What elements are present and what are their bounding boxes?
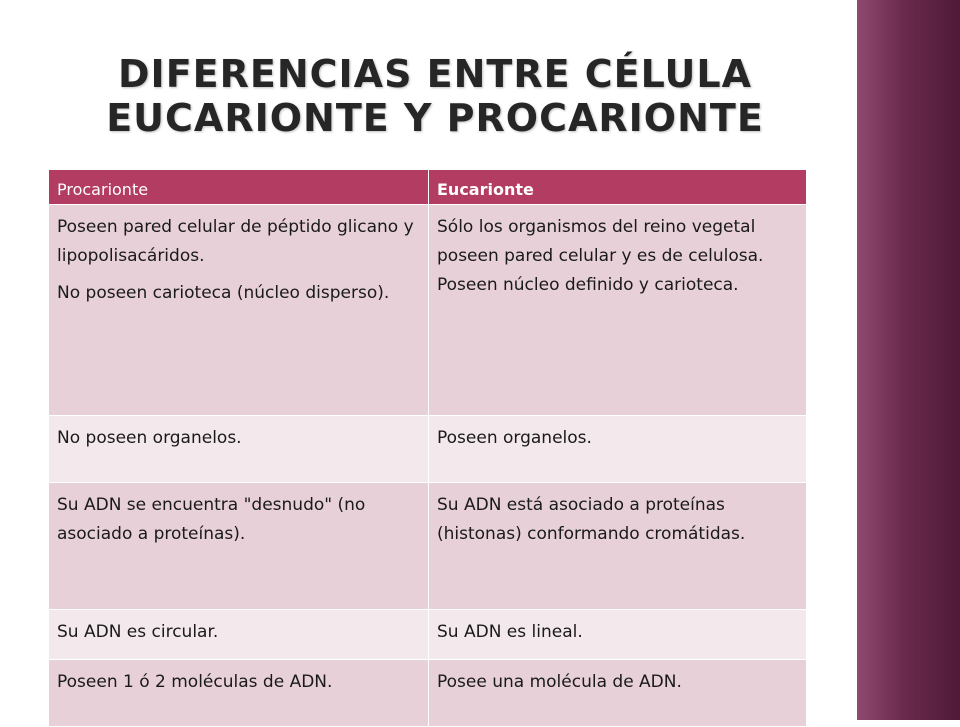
cell-text: Poseen núcleo definido y carioteca.: [437, 275, 739, 295]
cell-eucarionte: Su ADN es lineal.: [429, 610, 807, 660]
cell-eucarionte: Su ADN está asociado a proteínas (histonas) conformando cromátidas.: [429, 483, 807, 610]
cell-eucarionte: [429, 205, 807, 416]
cell-procarionte: Poseen 1 ó 2 moléculas de ADN.: [49, 660, 429, 727]
cell-procarionte: No poseen organelos.: [49, 416, 429, 483]
cell-eucarionte: Posee una molécula de ADN.: [429, 660, 807, 727]
title-line-1: DIFERENCIAS ENTRE CÉLULA: [118, 52, 752, 96]
cell-procarionte: Su ADN es circular.: [49, 610, 429, 660]
cell-text: Poseen pared celular de péptido glicano y lipopolisacáridos.: [57, 217, 414, 266]
table-row: [49, 205, 807, 416]
comparison-table: [48, 169, 807, 727]
table-row: [49, 416, 807, 483]
table-row: [49, 610, 807, 660]
header-eucarionte: Eucarionte: [429, 170, 807, 205]
title-line-2: EUCARIONTE Y PROCARIONTE: [106, 96, 764, 140]
cell-eucarionte: Poseen organelos.: [429, 416, 807, 483]
cell-text: No poseen carioteca (núcleo disperso).: [57, 283, 390, 303]
cell-text: Sólo los organismos del reino vegetal poseen pared celular y es de celulosa.: [437, 217, 764, 266]
table-row: [49, 660, 807, 727]
cell-procarionte: [49, 205, 429, 416]
header-procarionte: Procarionte: [49, 170, 429, 205]
slide-title: [60, 52, 810, 140]
table-row: [49, 483, 807, 610]
cell-procarionte: Su ADN se encuentra "desnudo" (no asociado a proteínas).: [49, 483, 429, 610]
table-header-row: [49, 170, 807, 205]
decorative-sidebar: [857, 0, 960, 720]
